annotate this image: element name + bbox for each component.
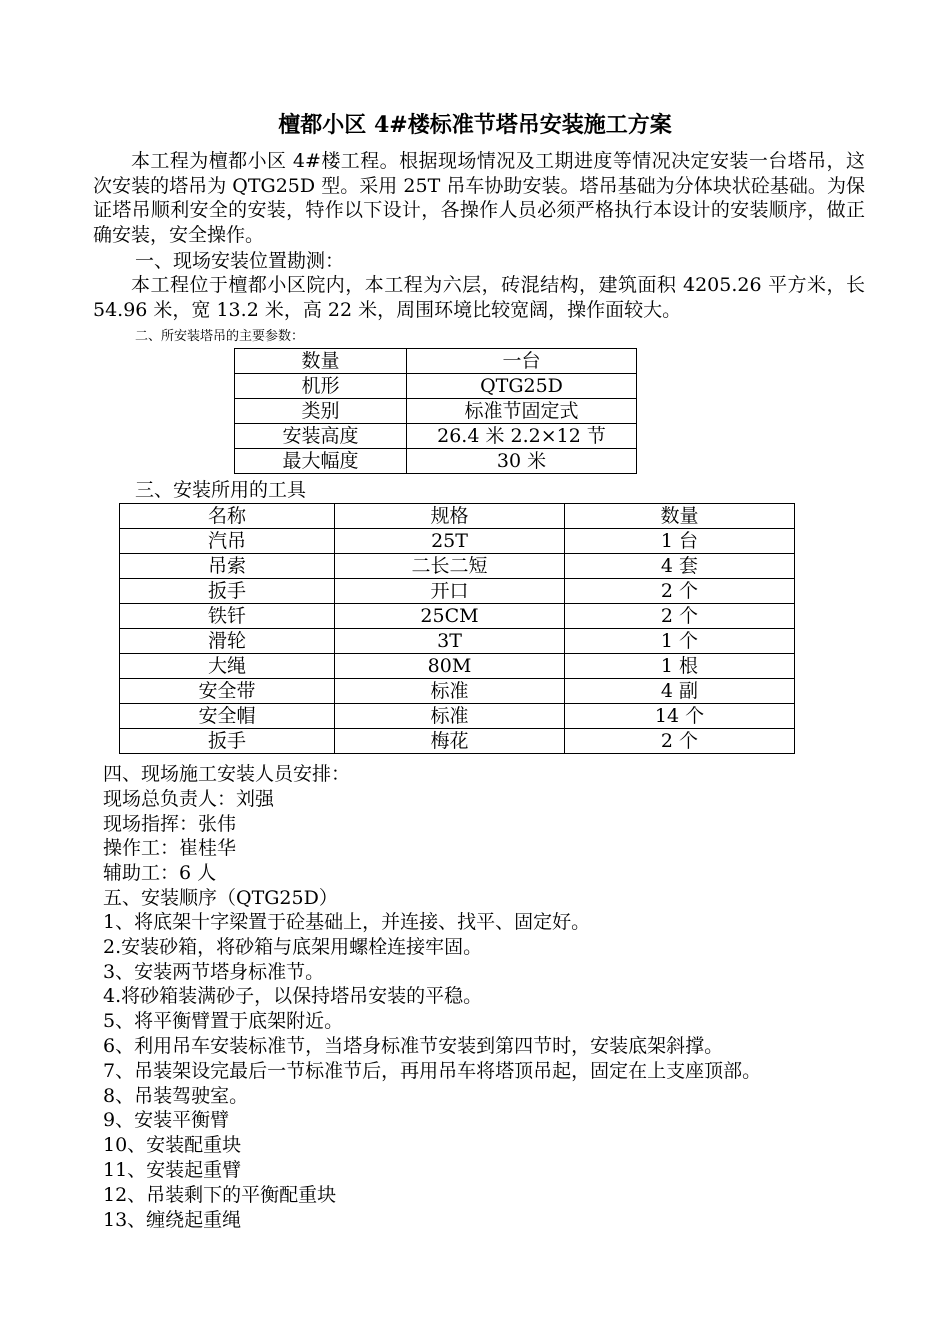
install-step: 10、安装配重块 xyxy=(103,1134,242,1157)
section5-heading: 五、安装顺序（QTG25D） xyxy=(103,887,338,909)
param-value: 30 米 xyxy=(407,449,637,474)
tool-qty: 1 台 xyxy=(565,529,795,554)
tool-spec: 80M xyxy=(335,654,565,679)
tool-spec: 3T xyxy=(335,629,565,654)
param-label: 安装高度 xyxy=(235,424,407,449)
params-row xyxy=(235,374,637,399)
tool-qty: 2 个 xyxy=(565,729,795,754)
section1-heading: 一、现场安装位置勘测： xyxy=(135,250,345,272)
param-label: 机形 xyxy=(235,374,407,399)
install-step: 8、吊装驾驶室。 xyxy=(103,1084,249,1107)
tools-header-row xyxy=(120,504,795,529)
tool-spec: 二长二短 xyxy=(335,554,565,579)
param-value: QTG25D xyxy=(407,374,637,399)
param-value: 26.4 米 2.2×12 节 xyxy=(407,424,637,449)
params-row xyxy=(235,349,637,374)
param-label: 数量 xyxy=(235,349,407,374)
intro-paragraph xyxy=(93,149,865,247)
params-table xyxy=(234,348,637,474)
tools-row xyxy=(120,604,795,629)
install-step: 4.将砂箱装满砂子，以保持塔吊安装的平稳。 xyxy=(103,985,483,1008)
tool-name: 安全带 xyxy=(120,679,335,704)
tools-row xyxy=(120,654,795,679)
tools-header-spec: 规格 xyxy=(335,504,565,529)
install-step: 3、安装两节塔身标准节。 xyxy=(103,960,325,983)
install-step: 13、缠绕起重绳 xyxy=(103,1208,242,1231)
tools-row xyxy=(120,704,795,729)
tool-name: 汽吊 xyxy=(120,529,335,554)
tool-qty: 14 个 xyxy=(565,704,795,729)
tool-name: 滑轮 xyxy=(120,629,335,654)
install-step: 2.安装砂箱，将砂箱与底架用螺栓连接牢固。 xyxy=(103,935,483,958)
install-step: 12、吊装剩下的平衡配重块 xyxy=(103,1183,337,1206)
tools-row xyxy=(120,529,795,554)
tool-spec: 25CM xyxy=(335,604,565,629)
install-step: 9、安装平衡臂 xyxy=(103,1109,230,1132)
tools-header-name: 名称 xyxy=(120,504,335,529)
tool-qty: 1 个 xyxy=(565,629,795,654)
section1-text: 本工程位于檀都小区院内，本工程为六层，砖混结构，建筑面积 4205.26 平方米，长 54.96 米，宽 13.2 米，高 22 米，周围环境比较宽阔，操作面较大。 xyxy=(93,274,865,321)
param-label: 类别 xyxy=(235,399,407,424)
tool-name: 吊索 xyxy=(120,554,335,579)
install-step: 5、将平衡臂置于底架附近。 xyxy=(103,1010,344,1033)
document-title: 檀都小区 4#楼标准节塔吊安装施工方案 xyxy=(278,112,672,138)
params-row xyxy=(235,449,637,474)
tools-row xyxy=(120,554,795,579)
tools-row xyxy=(120,729,795,754)
params-row xyxy=(235,424,637,449)
section2-heading: 二、所安装塔吊的主要参数： xyxy=(135,329,305,344)
tools-row xyxy=(120,679,795,704)
staff-line: 操作工：崔桂华 xyxy=(103,837,237,859)
tool-name: 大绳 xyxy=(120,654,335,679)
tools-header-qty: 数量 xyxy=(565,504,795,529)
tool-spec: 标准 xyxy=(335,704,565,729)
section1-paragraph xyxy=(93,273,865,322)
tool-name: 安全帽 xyxy=(120,704,335,729)
params-row xyxy=(235,399,637,424)
tools-table xyxy=(119,503,795,754)
tool-name: 铁钎 xyxy=(120,604,335,629)
staff-line: 辅助工：6 人 xyxy=(103,862,217,884)
tool-qty: 4 套 xyxy=(565,554,795,579)
tool-qty: 2 个 xyxy=(565,579,795,604)
tool-spec: 梅花 xyxy=(335,729,565,754)
tool-spec: 开口 xyxy=(335,579,565,604)
param-value: 一台 xyxy=(407,349,637,374)
install-step: 6、利用吊车安装标准节，当塔身标准节安装到第四节时，安装底架斜撑。 xyxy=(103,1035,724,1057)
intro-text: 本工程为檀都小区 4#楼工程。根据现场情况及工期进度等情况决定安装一台塔吊，这次安装的塔吊为 QTG25D 型。采用 25T 吊车协助安装。塔吊基础为分体块状砼基础。为保证塔吊顺利安全的安装，特作以下设计，各操作人员必须严格执行本设计的安装顺序，做正确安装，安全操作。 xyxy=(93,150,865,246)
section4-heading: 四、现场施工安装人员安排： xyxy=(103,763,351,785)
install-step: 11、安装起重臂 xyxy=(103,1159,242,1181)
param-value: 标准节固定式 xyxy=(407,399,637,424)
staff-line: 现场指挥：张伟 xyxy=(103,813,237,835)
tool-spec: 标准 xyxy=(335,679,565,704)
install-step: 7、吊装架设完最后一节标准节后，再用吊车将塔顶吊起，固定在上支座顶部。 xyxy=(103,1059,762,1082)
tool-spec: 25T xyxy=(335,529,565,554)
install-step: 1、将底架十字梁置于砼基础上，并连接、找平、固定好。 xyxy=(103,911,591,933)
section3-heading: 三、安装所用的工具 xyxy=(135,479,307,501)
tool-qty: 2 个 xyxy=(565,604,795,629)
staff-line: 现场总负责人：刘强 xyxy=(103,788,275,810)
param-label: 最大幅度 xyxy=(235,449,407,474)
tool-name: 扳手 xyxy=(120,729,335,754)
tools-row xyxy=(120,629,795,654)
tool-qty: 1 根 xyxy=(565,654,795,679)
tool-name: 扳手 xyxy=(120,579,335,604)
tool-qty: 4 副 xyxy=(565,679,795,704)
tools-row xyxy=(120,579,795,604)
